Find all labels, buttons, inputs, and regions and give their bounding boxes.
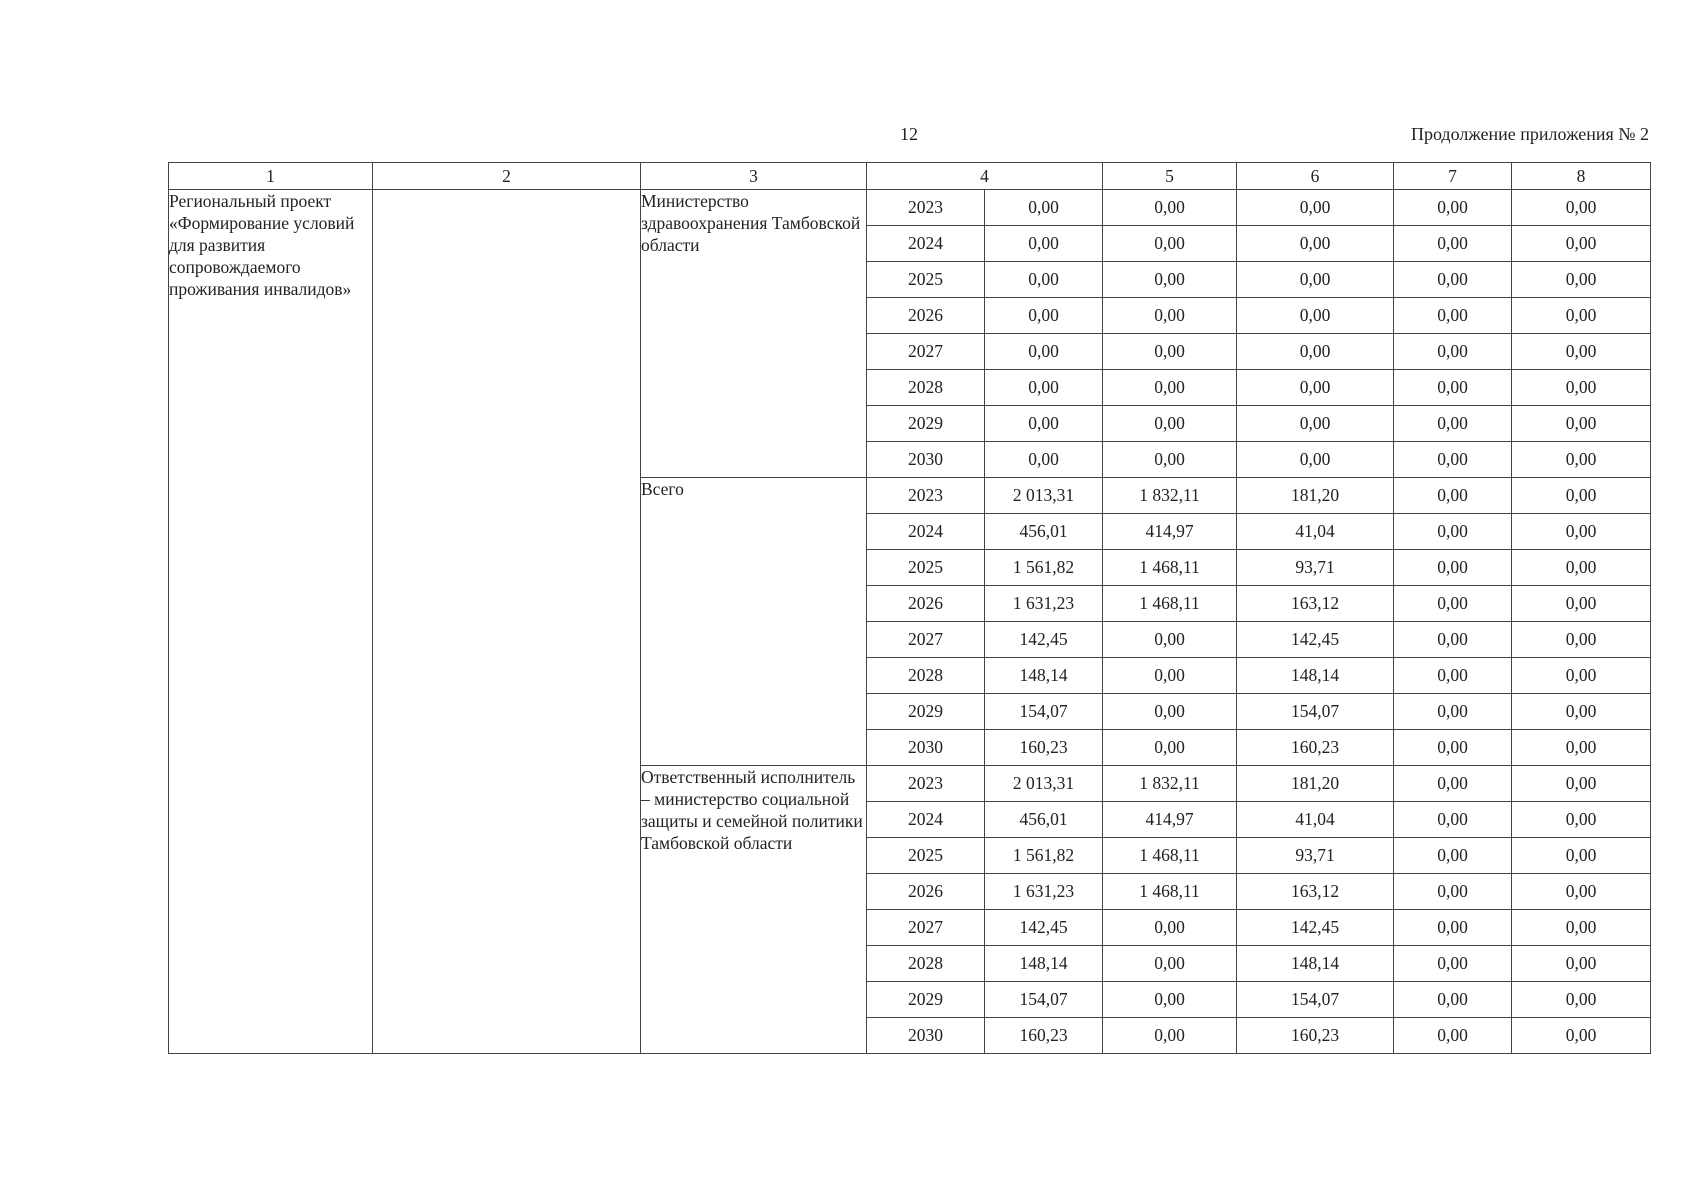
amount-cell: 0,00 [1394,514,1512,550]
amount-cell: 0,00 [1103,190,1237,226]
year-cell: 2023 [867,478,985,514]
year-cell: 2025 [867,262,985,298]
amount-cell: 93,71 [1237,838,1394,874]
amount-cell: 0,00 [1394,406,1512,442]
amount-cell: 0,00 [1512,730,1651,766]
year-cell: 2024 [867,802,985,838]
amount-cell: 0,00 [1394,442,1512,478]
amount-cell: 0,00 [1512,190,1651,226]
amount-cell: 0,00 [985,262,1103,298]
amount-cell: 1 468,11 [1103,550,1237,586]
col-header: 3 [641,163,867,190]
amount-cell: 163,12 [1237,874,1394,910]
amount-cell: 0,00 [1237,406,1394,442]
amount-cell: 414,97 [1103,802,1237,838]
amount-cell: 0,00 [1512,298,1651,334]
amount-cell: 0,00 [1103,334,1237,370]
amount-cell: 142,45 [985,622,1103,658]
amount-cell: 0,00 [1103,946,1237,982]
amount-cell: 0,00 [1237,262,1394,298]
amount-cell: 181,20 [1237,478,1394,514]
appendix-table [168,162,1651,1054]
amount-cell: 0,00 [1512,334,1651,370]
amount-cell: 0,00 [1103,730,1237,766]
amount-cell: 0,00 [1103,694,1237,730]
amount-cell: 160,23 [985,730,1103,766]
amount-cell: 0,00 [985,298,1103,334]
year-cell: 2030 [867,442,985,478]
year-cell: 2026 [867,874,985,910]
amount-cell: 0,00 [1512,802,1651,838]
executor-name-cell: Министерство здравоохранения Тамбовской области [641,190,867,478]
amount-cell: 0,00 [1103,226,1237,262]
amount-cell: 0,00 [1237,442,1394,478]
amount-cell: 0,00 [1394,766,1512,802]
amount-cell: 0,00 [1512,514,1651,550]
amount-cell: 0,00 [1512,586,1651,622]
amount-cell: 456,01 [985,514,1103,550]
amount-cell: 0,00 [1237,190,1394,226]
amount-cell: 0,00 [1512,550,1651,586]
amount-cell: 154,07 [1237,694,1394,730]
amount-cell: 0,00 [985,406,1103,442]
amount-cell: 154,07 [985,982,1103,1018]
amount-cell: 160,23 [1237,730,1394,766]
amount-cell: 0,00 [1394,478,1512,514]
amount-cell: 0,00 [1394,802,1512,838]
year-cell: 2028 [867,946,985,982]
amount-cell: 0,00 [1394,334,1512,370]
table-row [169,190,1651,226]
year-cell: 2030 [867,730,985,766]
col-header: 1 [169,163,373,190]
amount-cell: 41,04 [1237,802,1394,838]
amount-cell: 0,00 [985,442,1103,478]
amount-cell: 160,23 [985,1018,1103,1054]
amount-cell: 0,00 [1394,262,1512,298]
page-number: 12 [900,124,918,144]
amount-cell: 0,00 [1237,334,1394,370]
amount-cell: 414,97 [1103,514,1237,550]
continuation-label: Продолжение приложения № 2 [1410,124,1649,144]
amount-cell: 148,14 [1237,946,1394,982]
amount-cell: 0,00 [1103,910,1237,946]
amount-cell: 0,00 [1394,730,1512,766]
col-header: 8 [1512,163,1651,190]
amount-cell: 456,01 [985,802,1103,838]
amount-cell: 0,00 [1512,694,1651,730]
amount-cell: 0,00 [1394,874,1512,910]
amount-cell: 1 468,11 [1103,874,1237,910]
amount-cell: 0,00 [1512,1018,1651,1054]
amount-cell: 142,45 [1237,910,1394,946]
amount-cell: 142,45 [1237,622,1394,658]
amount-cell: 0,00 [1512,622,1651,658]
amount-cell: 0,00 [1103,622,1237,658]
year-cell: 2024 [867,514,985,550]
amount-cell: 0,00 [1103,298,1237,334]
year-cell: 2027 [867,910,985,946]
amount-cell: 0,00 [1394,226,1512,262]
amount-cell: 0,00 [1103,262,1237,298]
amount-cell: 148,14 [1237,658,1394,694]
amount-cell: 0,00 [1512,226,1651,262]
amount-cell: 0,00 [985,226,1103,262]
amount-cell: 0,00 [1103,658,1237,694]
amount-cell: 148,14 [985,946,1103,982]
amount-cell: 0,00 [1103,370,1237,406]
amount-cell: 0,00 [1237,226,1394,262]
year-cell: 2029 [867,982,985,1018]
year-cell: 2024 [867,226,985,262]
year-cell: 2030 [867,1018,985,1054]
amount-cell: 0,00 [1394,658,1512,694]
amount-cell: 0,00 [1512,982,1651,1018]
year-cell: 2029 [867,406,985,442]
year-cell: 2027 [867,334,985,370]
executor-name-cell: Всего [641,478,867,766]
year-cell: 2028 [867,658,985,694]
col-header: 6 [1237,163,1394,190]
amount-cell: 1 832,11 [1103,766,1237,802]
amount-cell: 0,00 [1512,442,1651,478]
amount-cell: 0,00 [1394,190,1512,226]
amount-cell: 0,00 [1103,406,1237,442]
amount-cell: 0,00 [1394,586,1512,622]
amount-cell: 0,00 [985,190,1103,226]
amount-cell: 0,00 [1394,298,1512,334]
amount-cell: 2 013,31 [985,766,1103,802]
amount-cell: 154,07 [1237,982,1394,1018]
amount-cell: 0,00 [1103,982,1237,1018]
amount-cell: 0,00 [1512,370,1651,406]
amount-cell: 0,00 [985,334,1103,370]
project-name-cell: Региональный проект «Формирование условий для развития сопровождаемого проживания инвалидов» [169,190,373,1054]
amount-cell: 0,00 [1512,478,1651,514]
year-cell: 2028 [867,370,985,406]
executor-name-cell: Ответственный исполнитель – министерство социальной защиты и семейной политики Тамбовской области [641,766,867,1054]
amount-cell: 160,23 [1237,1018,1394,1054]
year-cell: 2026 [867,298,985,334]
amount-cell: 2 013,31 [985,478,1103,514]
amount-cell: 0,00 [1394,946,1512,982]
amount-cell: 0,00 [1512,406,1651,442]
year-cell: 2025 [867,838,985,874]
amount-cell: 0,00 [1394,550,1512,586]
amount-cell: 154,07 [985,694,1103,730]
amount-cell: 0,00 [1394,910,1512,946]
col-header: 4 [867,163,1103,190]
amount-cell: 0,00 [985,370,1103,406]
column-number-row [169,163,1651,190]
amount-cell: 0,00 [1512,874,1651,910]
column-2-cell [373,190,641,1054]
amount-cell: 1 832,11 [1103,478,1237,514]
amount-cell: 0,00 [1512,658,1651,694]
amount-cell: 0,00 [1394,694,1512,730]
amount-cell: 0,00 [1394,838,1512,874]
amount-cell: 1 631,23 [985,586,1103,622]
year-cell: 2026 [867,586,985,622]
amount-cell: 0,00 [1512,766,1651,802]
amount-cell: 163,12 [1237,586,1394,622]
amount-cell: 0,00 [1237,370,1394,406]
year-cell: 2025 [867,550,985,586]
amount-cell: 0,00 [1512,910,1651,946]
amount-cell: 0,00 [1512,838,1651,874]
amount-cell: 0,00 [1103,442,1237,478]
amount-cell: 142,45 [985,910,1103,946]
col-header: 2 [373,163,641,190]
year-cell: 2023 [867,766,985,802]
amount-cell: 0,00 [1512,262,1651,298]
amount-cell: 0,00 [1237,298,1394,334]
amount-cell: 148,14 [985,658,1103,694]
col-header: 5 [1103,163,1237,190]
amount-cell: 0,00 [1394,622,1512,658]
amount-cell: 0,00 [1394,1018,1512,1054]
amount-cell: 1 631,23 [985,874,1103,910]
amount-cell: 0,00 [1103,1018,1237,1054]
amount-cell: 1 561,82 [985,550,1103,586]
amount-cell: 0,00 [1394,370,1512,406]
col-header: 7 [1394,163,1512,190]
amount-cell: 41,04 [1237,514,1394,550]
year-cell: 2023 [867,190,985,226]
amount-cell: 1 561,82 [985,838,1103,874]
amount-cell: 0,00 [1394,982,1512,1018]
amount-cell: 1 468,11 [1103,838,1237,874]
year-cell: 2027 [867,622,985,658]
amount-cell: 0,00 [1512,946,1651,982]
amount-cell: 93,71 [1237,550,1394,586]
year-cell: 2029 [867,694,985,730]
amount-cell: 1 468,11 [1103,586,1237,622]
amount-cell: 181,20 [1237,766,1394,802]
